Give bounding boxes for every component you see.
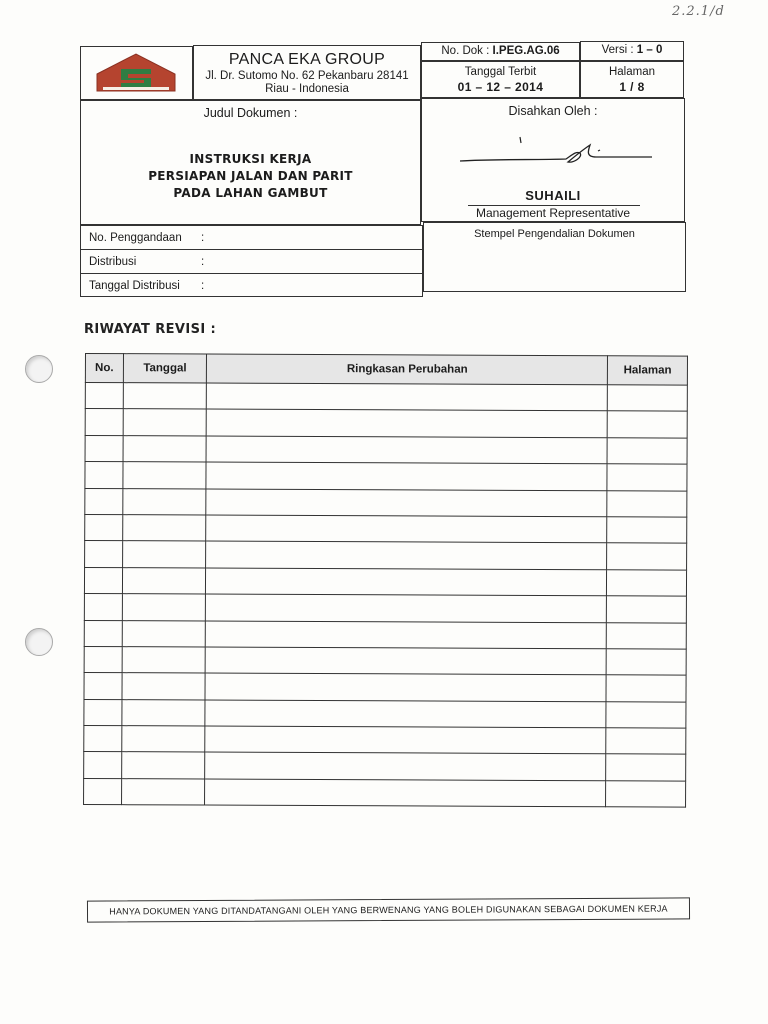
cell-tanggal	[123, 383, 207, 410]
revision-history-heading: RIWAYAT REVISI :	[84, 322, 217, 337]
cell-tanggal	[122, 673, 206, 700]
issue-date-label: Tanggal Terbit	[464, 66, 537, 78]
distribution-info	[80, 225, 423, 297]
cell-no	[85, 488, 123, 515]
cell-halaman	[607, 490, 687, 517]
cell-no	[84, 620, 122, 647]
cell-ringkasan	[205, 700, 606, 728]
signer-role: Management Representative	[475, 206, 631, 220]
cell-no	[84, 752, 122, 779]
meta-label: Distribusi	[89, 256, 137, 268]
column-header-halaman: Halaman	[608, 356, 688, 385]
document-stamp-label: Stempel Pengendalian Dokumen	[474, 228, 635, 240]
cell-ringkasan	[207, 383, 608, 411]
cell-tanggal	[121, 779, 205, 806]
document-title-label: Judul Dokumen :	[203, 106, 298, 120]
cell-tanggal	[123, 435, 207, 462]
doc-number-value: I.PEG.AG.06	[492, 45, 560, 57]
table-row	[84, 699, 686, 728]
punch-hole-top	[25, 355, 53, 383]
cell-tanggal	[122, 541, 206, 568]
cell-no	[85, 435, 123, 462]
cell-tanggal	[122, 726, 206, 753]
cell-halaman	[607, 517, 687, 544]
cell-no	[84, 778, 122, 805]
version-value: 1 – 0	[636, 44, 663, 56]
column-header-no: No.	[85, 354, 123, 383]
table-row	[85, 383, 687, 412]
cell-ringkasan	[205, 779, 606, 807]
cell-halaman	[606, 701, 686, 728]
version-cell	[580, 41, 684, 61]
cell-no	[85, 383, 123, 410]
version-label: Versi :	[601, 44, 634, 56]
company-cell	[193, 45, 421, 100]
cell-halaman	[607, 596, 687, 623]
cell-halaman	[607, 570, 687, 597]
table-row	[84, 594, 686, 623]
cell-tanggal	[123, 409, 207, 436]
cell-ringkasan	[205, 673, 606, 701]
document-title-line-2: PERSIAPAN JALAN DAN PARIT	[148, 169, 353, 183]
cell-halaman	[606, 754, 686, 781]
document-title-line-1: INSTRUKSI KERJA	[189, 152, 312, 166]
cell-tanggal	[122, 647, 206, 674]
company-address	[194, 70, 420, 96]
issue-date-value: 01 – 12 – 2014	[457, 80, 544, 94]
cell-tanggal	[123, 462, 207, 489]
cell-halaman	[608, 385, 688, 412]
cell-ringkasan	[205, 752, 606, 780]
table-row	[84, 620, 686, 649]
footer-notice: HANYA DOKUMEN YANG DITANDATANGANI OLEH YANG BERWENANG YANG BOLEH DIGUNAKAN SEBAGAI DOKUMEN KERJA	[87, 897, 690, 922]
cell-no	[84, 699, 122, 726]
cell-halaman	[606, 649, 686, 676]
cell-no	[84, 646, 122, 673]
cell-no	[85, 409, 123, 436]
signer-name: SUHAILI	[525, 188, 581, 203]
cell-no	[85, 541, 123, 568]
cell-no	[84, 726, 122, 753]
meta-row-penggandaan	[81, 226, 422, 250]
cell-halaman	[607, 411, 687, 438]
table-row	[85, 488, 687, 517]
table-row	[85, 541, 687, 570]
company-name: PANCA EKA GROUP	[228, 51, 386, 68]
column-header-tanggal: Tanggal	[123, 354, 207, 383]
cell-halaman	[607, 543, 687, 570]
cell-no	[84, 673, 122, 700]
meta-label: Tanggal Distribusi	[89, 280, 180, 292]
cell-halaman	[607, 464, 687, 491]
column-header-ringkasan: Ringkasan Perubahan	[207, 354, 608, 385]
meta-separator: :	[201, 232, 205, 244]
cell-ringkasan	[205, 647, 606, 675]
punch-hole-bottom	[25, 628, 53, 656]
cell-no	[84, 594, 122, 621]
cell-no	[84, 567, 122, 594]
cell-ringkasan	[206, 568, 607, 596]
doc-number-cell	[421, 42, 580, 61]
meta-row-distribusi	[81, 250, 422, 274]
logo-cell	[80, 46, 193, 100]
cell-ringkasan	[206, 515, 607, 543]
cell-halaman	[606, 728, 686, 755]
document-title-cell	[80, 100, 421, 225]
table-row	[84, 752, 686, 781]
table-row	[85, 514, 687, 543]
handwritten-corner-note: 2.2.1/d	[672, 4, 725, 19]
document-stamp-cell	[423, 222, 686, 292]
cell-tanggal	[122, 594, 206, 621]
page-cell	[580, 61, 684, 98]
cell-tanggal	[122, 567, 206, 594]
cell-ringkasan	[206, 621, 607, 649]
cell-ringkasan	[206, 594, 607, 622]
cell-halaman	[607, 438, 687, 465]
signature	[456, 133, 656, 173]
cell-ringkasan	[206, 436, 607, 464]
table-row	[84, 778, 686, 807]
cell-ringkasan	[206, 541, 607, 569]
cell-tanggal	[123, 488, 207, 515]
table-row	[85, 462, 687, 491]
cell-ringkasan	[206, 409, 607, 437]
address-line-2: Riau - Indonesia	[265, 83, 349, 95]
table-row	[84, 726, 686, 755]
cell-halaman	[606, 781, 686, 808]
meta-separator: :	[201, 256, 205, 268]
revision-table	[83, 353, 688, 808]
table-row	[84, 646, 686, 675]
cell-tanggal	[122, 620, 206, 647]
meta-label: No. Penggandaan	[89, 232, 182, 244]
cell-tanggal	[122, 699, 206, 726]
cell-no	[85, 514, 123, 541]
revision-table-body	[84, 383, 688, 808]
cell-ringkasan	[206, 462, 607, 490]
cell-ringkasan	[205, 726, 606, 754]
panca-eka-logo-icon	[81, 47, 192, 99]
approval-cell	[421, 98, 685, 222]
address-line-1: Jl. Dr. Sutomo No. 62 Pekanbaru 28141	[205, 70, 409, 82]
cell-ringkasan	[206, 489, 607, 517]
table-row	[85, 435, 687, 464]
table-row	[84, 673, 686, 702]
cell-tanggal	[122, 515, 206, 542]
meta-separator: :	[201, 280, 205, 292]
cell-no	[85, 462, 123, 489]
document-title	[81, 151, 420, 202]
meta-row-tanggal-distribusi	[81, 274, 422, 298]
cell-halaman	[606, 675, 686, 702]
table-row	[84, 567, 686, 596]
cell-halaman	[607, 622, 687, 649]
table-row	[85, 409, 687, 438]
approved-by-label: Disahkan Oleh :	[508, 104, 598, 118]
page-value: 1 / 8	[619, 80, 645, 94]
cell-tanggal	[121, 752, 205, 779]
issue-date-cell	[421, 61, 580, 98]
revision-table-header	[85, 354, 687, 386]
doc-number-label: No. Dok :	[441, 45, 490, 57]
page-label: Halaman	[608, 66, 656, 78]
document-title-line-3: PADA LAHAN GAMBUT	[173, 186, 328, 200]
